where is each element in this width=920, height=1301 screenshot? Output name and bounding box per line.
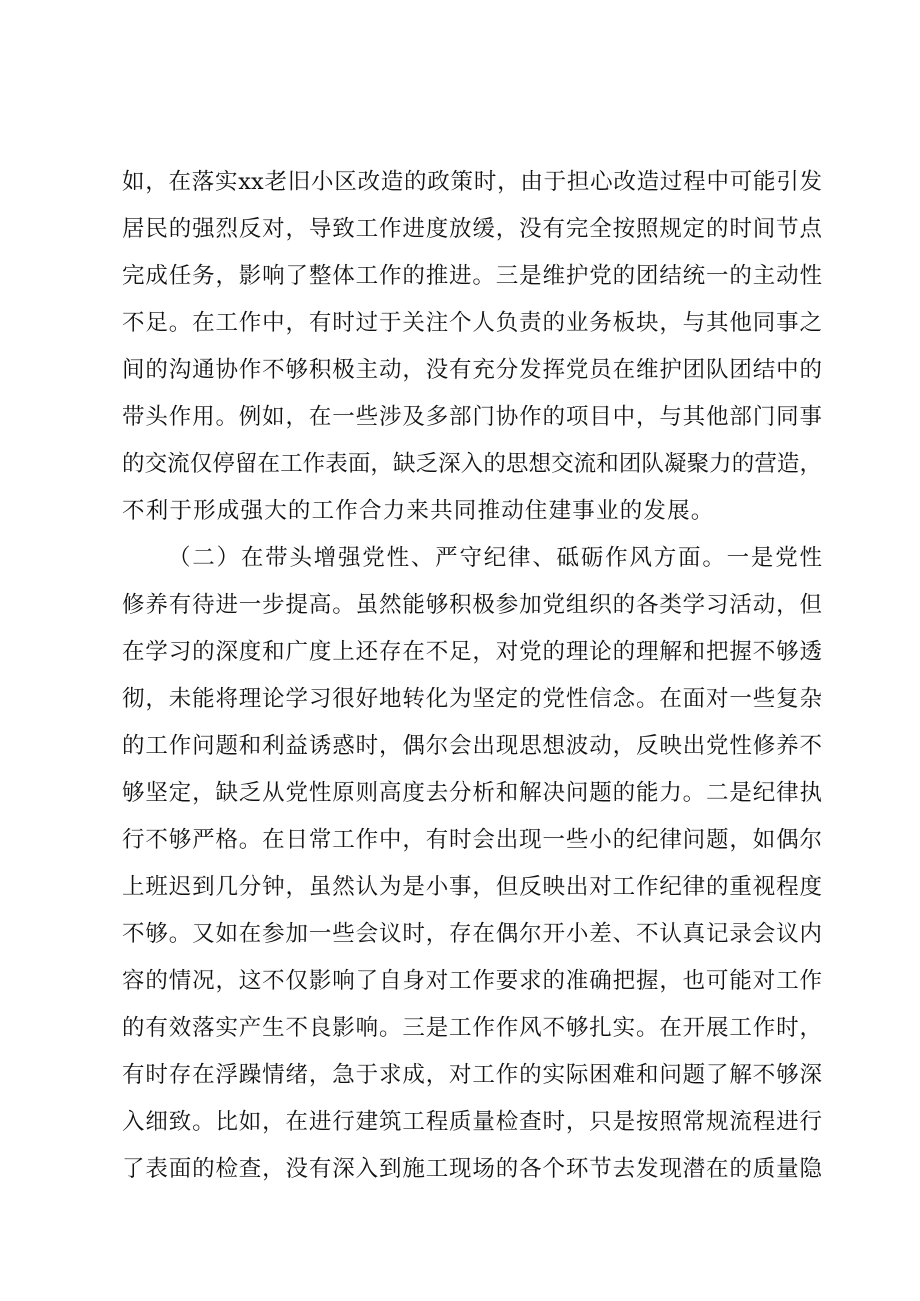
text-line: 有时存在浮躁情绪，急于求成，对工作的实际困难和问题了解不够深 <box>122 1062 822 1088</box>
text-line: 够坚定，缺乏从党性原则高度去分析和解决问题的能力。二是纪律执 <box>122 780 822 806</box>
text-line: 容的情况，这不仅影响了自身对工作要求的准确把握，也可能对工作 <box>122 968 822 994</box>
text-line: 居民的强烈反对，导致工作进度放缓，没有完全按照规定的时间节点 <box>122 216 822 242</box>
text-line: 如，在落实xx老旧小区改造的政策时，由于担心改造过程中可能引发 <box>122 169 822 195</box>
text-line: 行不够严格。在日常工作中，有时会出现一些小的纪律问题，如偶尔 <box>122 827 822 853</box>
text-line: 在学习的深度和广度上还存在不足，对党的理论的理解和把握不够透 <box>122 639 822 665</box>
text-line: 的有效落实产生不良影响。三是工作作风不够扎实。在开展工作时， <box>122 1015 822 1041</box>
text-line: 彻，未能将理论学习很好地转化为坚定的党性信念。在面对一些复杂 <box>122 686 822 712</box>
text-line: 间的沟通协作不够积极主动，没有充分发挥党员在维护团队团结中的 <box>122 357 822 383</box>
text-line: 了表面的检查，没有深入到施工现场的各个环节去发现潜在的质量隐 <box>122 1156 822 1182</box>
text-line: 入细致。比如，在进行建筑工程质量检查时，只是按照常规流程进行 <box>122 1109 822 1135</box>
paragraph-end-line: 不利于形成强大的工作合力来共同推动住建事业的发展。 <box>122 498 715 524</box>
text-line: 的工作问题和利益诱惑时，偶尔会出现思想波动，反映出党性修养不 <box>122 733 822 759</box>
text-line: 上班迟到几分钟，虽然认为是小事，但反映出对工作纪律的重视程度 <box>122 874 822 900</box>
text-line: 不够。又如在参加一些会议时，存在偶尔开小差、不认真记录会议内 <box>122 921 822 947</box>
text-line: 的交流仅停留在工作表面，缺乏深入的思想交流和团队凝聚力的营造， <box>122 451 822 477</box>
text-line: 带头作用。例如，在一些涉及多部门协作的项目中，与其他部门同事 <box>122 404 822 430</box>
text-line: 完成任务，影响了整体工作的推进。三是维护党的团结统一的主动性 <box>122 263 822 289</box>
text-line: 修养有待进一步提高。虽然能够积极参加党组织的各类学习活动，但 <box>122 592 822 618</box>
paragraph-first-line: （二）在带头增强党性、严守纪律、砥砺作风方面。一是党性 <box>168 545 822 571</box>
text-line: 不足。在工作中，有时过于关注个人负责的业务板块，与其他同事之 <box>122 310 822 336</box>
